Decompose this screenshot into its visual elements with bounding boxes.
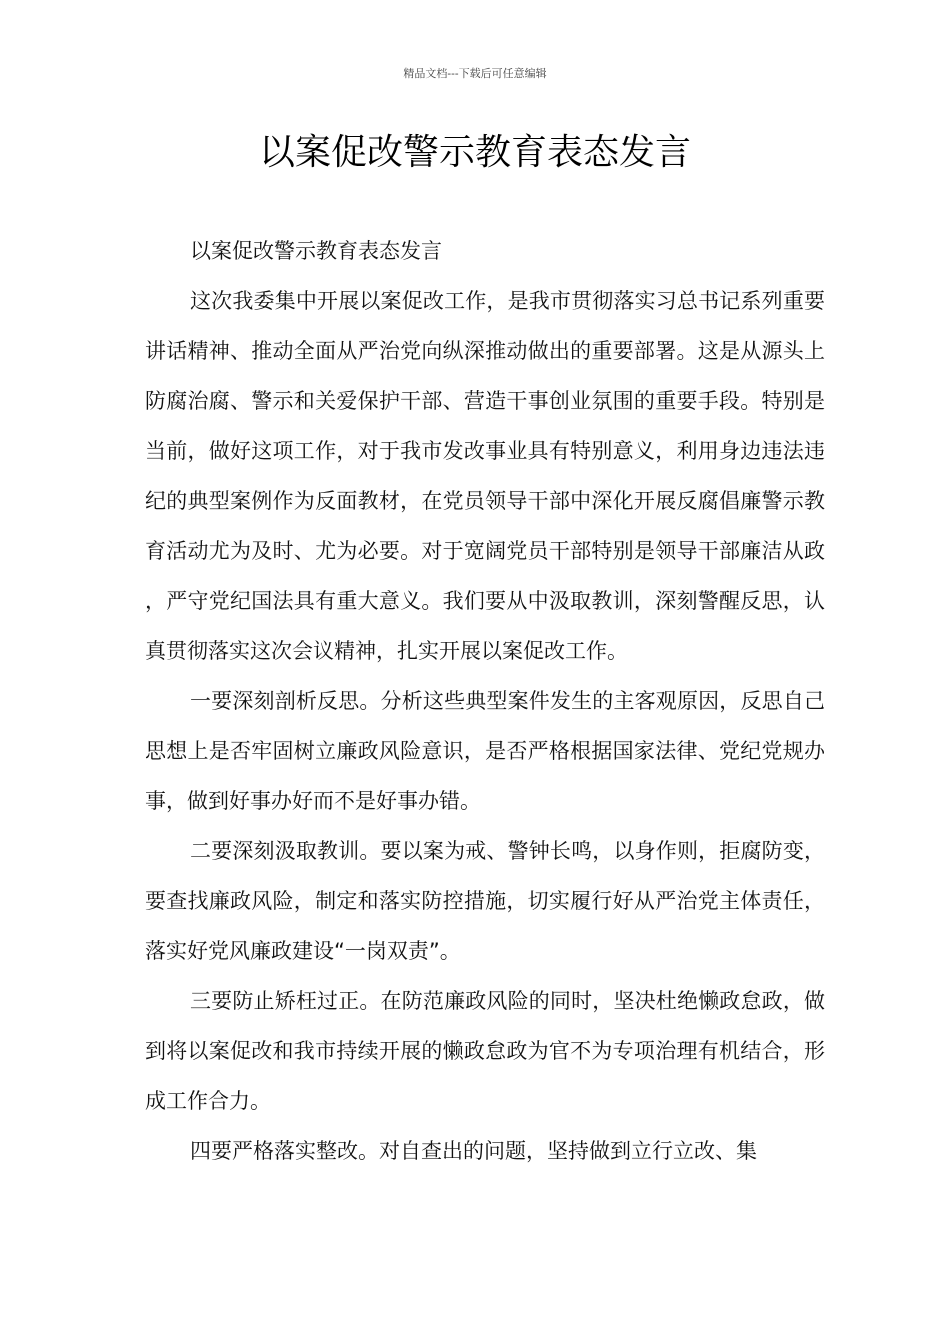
header-note: 精品文档---下载后可任意编辑 <box>403 67 547 80</box>
paragraph-point-2: 二要深刻汲取教训。要以案为戒、警钟长鸣，以身作则，拒腐防变，要查找廉政风险，制定和落实防控措施，切实履行好从严治党主体责任，落实好党风廉政建设“一岗双责”。 <box>145 839 825 963</box>
paragraph-intro: 这次我委集中开展以案促改工作，是我市贯彻落实习总书记系列重要讲话精神、推动全面从严治党向纵深推动做出的重要部署。这是从源头上防腐治腐、警示和关爱保护干部、营造干事创业氛围的重要手段。特别是当前，做好这项工作，对于我市发改事业具有特别意义，利用身边违法违纪的典型案例作为反面教材，在党员领导干部中深化开展反腐倡廉警示教育活动尤为及时、尤为必要。对于宽阔党员干部特别是领导干部廉洁从政，严守党纪国法具有重大意义。我们要从中汲取教训，深刻警醒反思，认真贯彻落实这次会议精神，扎实开展以案促改工作。 <box>145 289 825 663</box>
paragraph-point-1: 一要深刻剖析反思。分析这些典型案件发生的主客观原因，反思自己思想上是否牢固树立廉政风险意识，是否严格根据国家法律、党纪党规办事，做到好事办好而不是好事办错。 <box>145 689 825 813</box>
paragraph-point-3: 三要防止矫枉过正。在防范廉政风险的同时，坚决杜绝懒政怠政，做到将以案促改和我市持续开展的懒政怠政为官不为专项治理有机结合，形成工作合力。 <box>145 989 825 1113</box>
paragraph-subtitle: 以案促改警示教育表态发言 <box>190 239 442 263</box>
document-title: 以案促改警示教育表态发言 <box>258 132 691 173</box>
paragraph-point-4: 四要严格落实整改。对自查出的问题，坚持做到立行立改、集 <box>190 1139 757 1163</box>
document-body <box>145 226 825 1176</box>
